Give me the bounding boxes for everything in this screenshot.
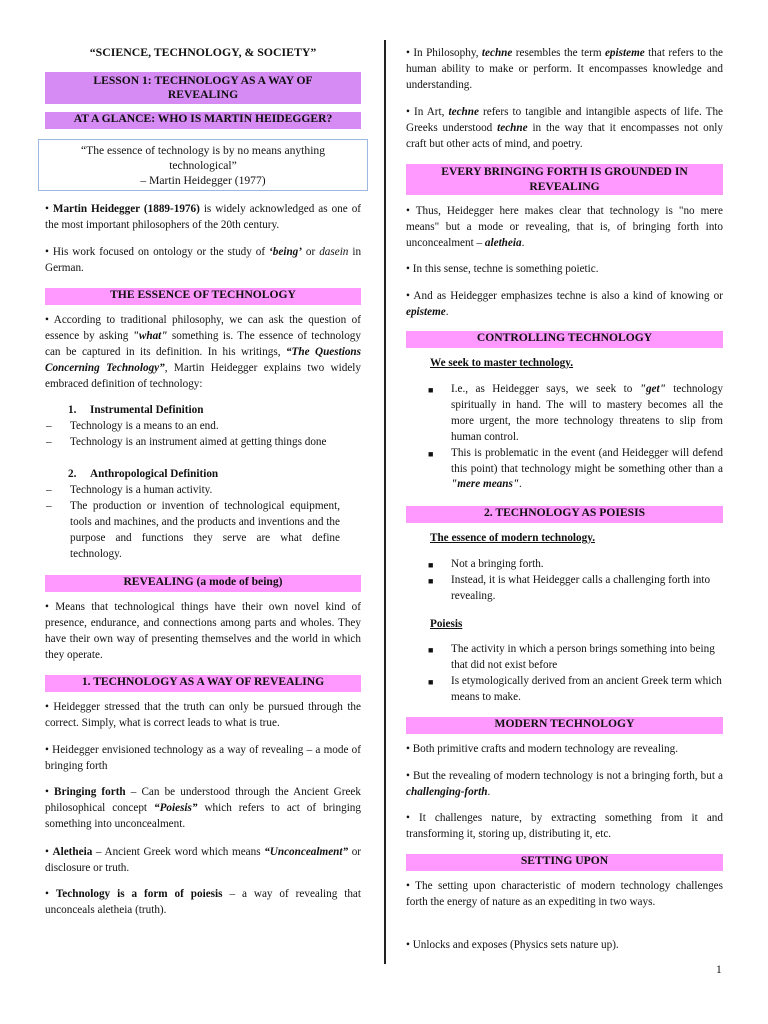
list-item: – The production or invention of technological equipment, tools and machines, and the products and inventions and the purpose and functions they serve are what define technology. — [46, 499, 340, 560]
list-item: ■ I.e., as Heidegger says, we seek to "get" technology spiritually in hand. The will to mastery becomes all the more urgent, the more technology threatens to slip from human control. — [428, 383, 723, 443]
quote-box — [38, 139, 368, 191]
poiesis-list — [428, 642, 723, 706]
list-item: ■ Instead, it is what Heidegger calls a challenging forth into revealing. — [428, 573, 711, 602]
poiesis-heading: Poiesis — [430, 618, 463, 630]
def1-title: Instrumental Definition — [90, 404, 204, 416]
instrumental-definition: 1. Instrumental Definition – Technology is a means to an end. – Technology is an instrument aimed at getting things done — [68, 403, 361, 451]
controlling-band: CONTROLLING TECHNOLOGY — [406, 331, 723, 348]
aletheia-paragraph: • Aletheia – Ancient Greek word which means “Unconcealment” or disclosure or truth. — [45, 846, 362, 874]
essence-paragraph: • According to traditional philosophy, we can ask the question of essence by asking "what" something is. The essence of technology can be captured in its definition. In his writings, “The Questions Concerning Technology”, Martin Heidegger explains two widely embraced definition of technology: — [45, 314, 361, 390]
column-divider — [384, 40, 386, 964]
heidegger-intro: • Martin Heidegger (1889-1976) is widely acknowledged as one of the most important philosophers of the 20th century. — [45, 203, 362, 231]
list-item: ■ Not a bringing forth. — [428, 558, 544, 570]
art-paragraph: • In Art, techne refers to tangible and intangible aspects of life. The Greeks understood techne in the way that it encompasses not only craft but other acts of mind, and poetry. — [406, 106, 724, 150]
setting-upon-paragraph: • The setting upon characteristic of modern technology challenges forth the energy of nature as an expediting in two ways. — [406, 880, 723, 908]
setting-upon-band: SETTING UPON — [406, 854, 723, 871]
modern-essence-heading: The essence of modern technology. — [430, 532, 595, 544]
modern-essence-list — [428, 557, 723, 605]
lesson-band: LESSON 1: TECHNOLOGY AS A WAY OF REVEALING — [45, 72, 361, 104]
master-heading: We seek to master technology. — [430, 357, 574, 369]
revealing-paragraph: • Means that technological things have their own novel kind of presence, endurance, and connections among parts and wholes. They have their own way of presenting themselves and the world in which they operate. — [45, 601, 361, 661]
poiesis-band: 2. TECHNOLOGY AS POIESIS — [406, 506, 723, 523]
thus-paragraph: • Thus, Heidegger here makes clear that technology is "no mere means" but a mode or revealing, that is, of bringing forth into unconcealment – aletheia. — [406, 205, 723, 249]
ontology-paragraph: • His work focused on ontology or the study of ‘being’ or dasein in German. — [45, 246, 362, 274]
bringing-forth-paragraph: • Bringing forth – Can be understood through the Ancient Greek philosophical concept “Poiesis” which refers to act of bringing something into unconcealment. — [45, 786, 361, 830]
poietic-paragraph: • In this sense, techne is something poietic. — [406, 263, 599, 275]
list-item: – Technology is a means to an end. — [46, 419, 219, 432]
essence-band: THE ESSENCE OF TECHNOLOGY — [45, 288, 361, 305]
anthropological-definition: 2. Anthropological Definition – Technology is a human activity. – The production or invention of technological equipment, tools and machines, and the products and inventions and the purpose and functions they serve are what define technology. — [68, 467, 361, 562]
way-of-revealing-band: 1. TECHNOLOGY AS A WAY OF REVEALING — [45, 675, 361, 692]
quote-text: “The essence of technology is by no means anything technological” — [80, 144, 326, 173]
page-number: 1 — [716, 964, 722, 976]
quote-attribution: – Martin Heidegger (1977) — [140, 174, 266, 188]
philosophy-paragraph: • In Philosophy, techne resembles the term episteme that refers to the human ability to make or perform. It encompasses knowledge and understanding. — [406, 47, 724, 91]
list-item: – Technology is a human activity. — [46, 483, 213, 496]
list-item: ■ This is problematic in the event (and Heidegger will defend this point) that technology might be something other than a "mere means". — [428, 446, 723, 491]
knowing-paragraph: • And as Heidegger emphasizes techne is also a kind of knowing or episteme. — [406, 290, 723, 318]
nature-paragraph: • It challenges nature, by extracting something from it and transforming it, storing up, distributing it, etc. — [406, 812, 723, 840]
list-item: – Technology is an instrument aimed at getting things done — [46, 435, 327, 448]
mode-paragraph: • Heidegger envisioned technology as a way of revealing – a mode of bringing forth — [45, 744, 361, 772]
poiesis-form-paragraph: • Technology is a form of poiesis – a way of revealing that unconceals aletheia (truth). — [45, 888, 362, 916]
modern-technology-band: MODERN TECHNOLOGY — [406, 717, 723, 734]
revealing-band: REVEALING (a mode of being) — [45, 575, 361, 592]
crafts-paragraph: • Both primitive crafts and modern technology are revealing. — [406, 743, 679, 755]
grounded-band: EVERY BRINGING FORTH IS GROUNDED IN REVEALING — [406, 164, 723, 195]
challenging-paragraph: • But the revealing of modern technology is not a bringing forth, but a challenging-forth. — [406, 770, 723, 798]
unlocks-paragraph: • Unlocks and exposes (Physics sets nature up). — [406, 939, 619, 951]
truth-paragraph: • Heidegger stressed that the truth can only be pursued through the correct. Simply, what is correct leads to what is true. — [45, 701, 361, 729]
course-title: “SCIENCE, TECHNOLOGY, & SOCIETY” — [89, 45, 317, 59]
master-list — [428, 382, 723, 493]
def2-title: Anthropological Definition — [90, 468, 219, 480]
list-item: ■ The activity in which a person brings something into being that did not exist before — [428, 643, 715, 671]
list-item: ■ Is etymologically derived from an ancient Greek term which means to make. — [428, 674, 722, 703]
glance-band: AT A GLANCE: WHO IS MARTIN HEIDEGGER? — [45, 112, 361, 129]
